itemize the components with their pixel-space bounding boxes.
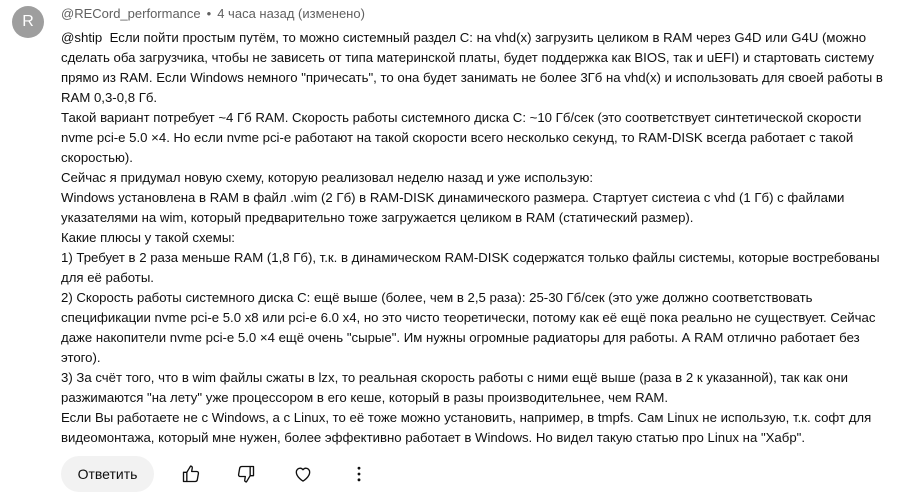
author-name[interactable]: @RECord_performance	[61, 6, 201, 21]
comment-time[interactable]: 4 часа назад (изменено)	[217, 6, 365, 21]
thumb-up-icon	[181, 464, 201, 484]
mention-link[interactable]: @shtip	[61, 30, 103, 45]
comment-paragraph: Если Вы работаете не с Windows, а с Linux, то её тоже можно установить, например, в tmpfs. Сам Linux не использую, т.к. софт для видеомонтажа, который мне нужен, более эффективно работает в Windows. Но видел такую статью про Linux на "Хабр".	[61, 410, 872, 445]
reply-button[interactable]: Ответить	[61, 456, 154, 492]
like-button[interactable]	[173, 456, 209, 492]
comment-paragraph: 3) За счёт того, что в wim файлы сжаты в lzx, то реальная скорость работы с ними ещё выше (раза в 2 к указанной), так как они разжимаются "на лету" уже процессором в его кеше, который в разы производительнее, чем RAM.	[61, 370, 848, 405]
comment-paragraph	[61, 28, 891, 108]
comment-paragraph: Какие плюсы у такой схемы:	[61, 230, 235, 245]
comment-line: Если пойти простым путём, то можно системный раздел C: на vhd(x) загрузить целиком в RAM через G4D или G4U (можно сделать оба загрузчика, чтобы не зависеть от типа материнской платы, будет поддержка как BIOS, так и uEFI) и стартовать систему прямо из RAM. Если Windows немного "причесать", то она будет занимать не более 3Гб на vhd(x) и использовать для своей работы в RAM 0,3-0,8 Гб.	[61, 30, 883, 105]
header-separator: •	[206, 6, 212, 21]
more-options-button[interactable]	[341, 456, 377, 492]
comment-paragraph: Такой вариант потребует ~4 Гб RAM. Скорость работы системного диска C: ~10 Гб/сек (это соответствует синтетической скорости nvme pci-e 5.0 ×4. Но если nvme pci-e работают на такой скорости всего несколько секунд, то RAM-DISK всегда работает с такой скоростью).	[61, 110, 862, 165]
thumb-down-icon	[236, 464, 256, 484]
comment-header	[61, 6, 365, 22]
avatar[interactable]: R	[12, 6, 44, 38]
comment-text	[61, 28, 891, 448]
comment-paragraph: Windows установлена в RAM в файл .wim (2 Гб) в RAM-DISK динамического размера. Стартует систеиа с vhd (1 Гб) с файлами указателями на wim, который предварительно тоже загружается целиком в RAM (статический размер).	[61, 190, 845, 225]
heart-button[interactable]	[285, 456, 321, 492]
heart-icon	[293, 464, 313, 484]
comment-paragraph: 2) Скорость работы системного диска C: ещё выше (более, чем в 2,5 раза): 25-30 Гб/сек (это уже должно соответствовать спецификации nvme pci-e 5.0 x8 или pci-e 6.0 x4, но это чисто теоретически, потому как её ещё пока реально не существует. Сейчас даже накопители nvme pci-e 5.0 ×4 ещё очень "сырые". Им нужны огромные радиаторы для работы. А RAM отлично работает без этого).	[61, 290, 876, 365]
more-vert-icon	[349, 464, 369, 484]
comment-paragraph: Сейчас я придумал новую схему, которую реализовал неделю назад и уже использую:	[61, 170, 593, 185]
comment-paragraph: 1) Требует в 2 раза меньше RAM (1,8 Гб), т.к. в динамическом RAM-DISK содержатся только файлы системы, которые востребованы для её работы.	[61, 250, 880, 285]
dislike-button[interactable]	[228, 456, 264, 492]
